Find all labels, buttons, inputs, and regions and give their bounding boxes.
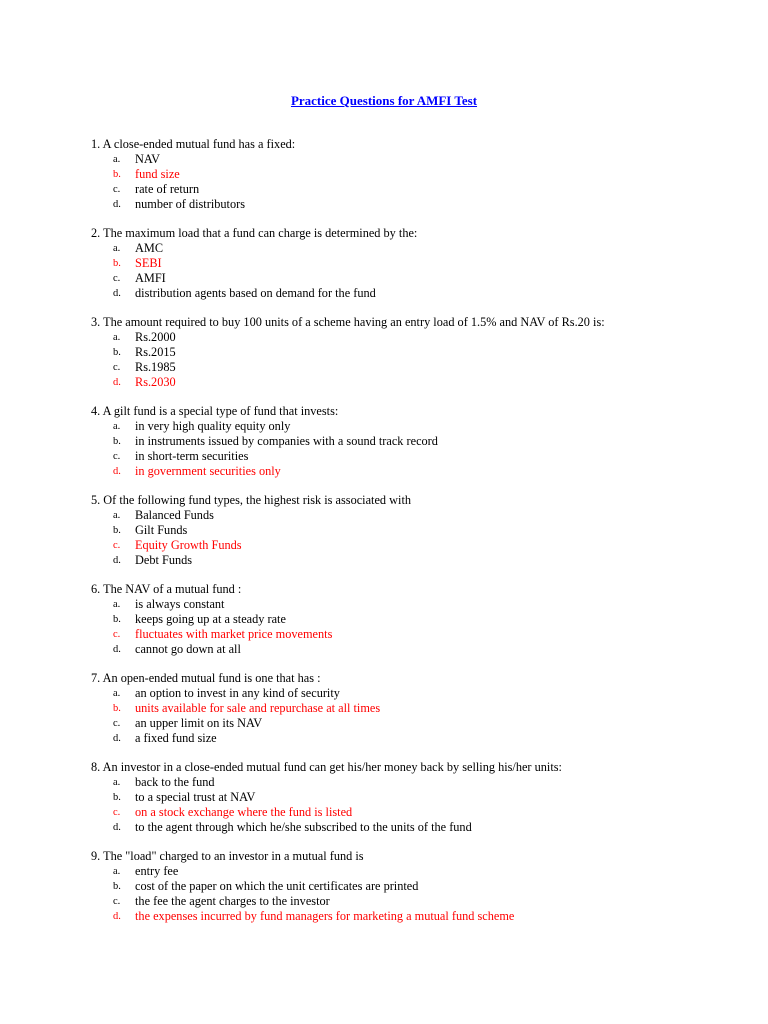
- answer-option: [91, 360, 741, 375]
- option-text: Rs.2030: [135, 375, 176, 389]
- answer-option: [91, 716, 741, 731]
- answer-option: [91, 686, 741, 701]
- option-letter: c.: [113, 807, 121, 818]
- option-letter: d.: [113, 644, 121, 655]
- answer-option: [91, 182, 741, 197]
- question-text: 1. A close-ended mutual fund has a fixed:: [91, 137, 296, 151]
- correct-answer-option: [91, 538, 741, 553]
- option-letter: b.: [113, 703, 121, 714]
- question-block: [91, 671, 741, 746]
- answer-option: [91, 642, 741, 657]
- option-letter: d.: [113, 199, 121, 210]
- question-block: [91, 226, 741, 301]
- option-letter: a.: [113, 243, 121, 254]
- option-letter: c.: [113, 273, 121, 284]
- option-letter: d.: [113, 377, 121, 388]
- option-letter: b.: [113, 614, 121, 625]
- answer-option: [91, 286, 741, 301]
- question-block: [91, 493, 741, 568]
- question-list: [91, 137, 741, 938]
- option-letter: d.: [113, 288, 121, 299]
- question-text: 9. The "load" charged to an investor in a mutual fund is: [91, 849, 364, 863]
- option-text: Rs.2015: [135, 345, 176, 359]
- answer-option: [91, 612, 741, 627]
- option-letter: b.: [113, 347, 121, 358]
- option-text: AMFI: [135, 271, 166, 285]
- option-text: on a stock exchange where the fund is listed: [135, 805, 353, 819]
- option-letter: c.: [113, 629, 121, 640]
- option-letter: c.: [113, 540, 121, 551]
- option-text: the expenses incurred by fund managers for marketing a mutual fund scheme: [135, 909, 515, 923]
- option-letter: b.: [113, 169, 121, 180]
- option-letter: d.: [113, 466, 121, 477]
- option-text: is always constant: [135, 597, 225, 611]
- answer-option: [91, 523, 741, 538]
- question-block: [91, 849, 741, 924]
- question-text: 4. A gilt fund is a special type of fund that invests:: [91, 404, 339, 418]
- question-block: [91, 582, 741, 657]
- option-letter: a.: [113, 332, 121, 343]
- option-text: in very high quality equity only: [135, 419, 291, 433]
- correct-answer-option: [91, 805, 741, 820]
- question-text: 2. The maximum load that a fund can charge is determined by the:: [91, 226, 418, 240]
- answer-option: [91, 419, 741, 434]
- option-letter: d.: [113, 555, 121, 566]
- question-block: [91, 315, 741, 390]
- question-block: [91, 760, 741, 835]
- question-text: 8. An investor in a close-ended mutual fund can get his/her money back by selling his/her units:: [91, 760, 562, 774]
- option-letter: b.: [113, 436, 121, 447]
- option-text: distribution agents based on demand for the fund: [135, 286, 376, 300]
- option-text: Equity Growth Funds: [135, 538, 242, 552]
- option-text: back to the fund: [135, 775, 215, 789]
- option-letter: b.: [113, 792, 121, 803]
- answer-option: [91, 449, 741, 464]
- answer-option: [91, 197, 741, 212]
- option-letter: a.: [113, 510, 121, 521]
- answer-option: [91, 597, 741, 612]
- option-text: the fee the agent charges to the investor: [135, 894, 330, 908]
- option-letter: d.: [113, 733, 121, 744]
- option-text: fund size: [135, 167, 180, 181]
- option-text: Debt Funds: [135, 553, 193, 567]
- option-letter: d.: [113, 911, 121, 922]
- option-letter: c.: [113, 362, 121, 373]
- correct-answer-option: [91, 167, 741, 182]
- option-text: in short-term securities: [135, 449, 249, 463]
- answer-option: [91, 731, 741, 746]
- option-text: keeps going up at a steady rate: [135, 612, 286, 626]
- correct-answer-option: [91, 627, 741, 642]
- option-text: cost of the paper on which the unit certificates are printed: [135, 879, 419, 893]
- question-text: 3. The amount required to buy 100 units of a scheme having an entry load of 1.5% and NAV of Rs.20 is:: [91, 315, 605, 329]
- question-text: 7. An open-ended mutual fund is one that has :: [91, 671, 321, 685]
- page-title: Practice Questions for AMFI Test: [290, 93, 478, 108]
- option-letter: a.: [113, 421, 121, 432]
- option-text: to a special trust at NAV: [135, 790, 256, 804]
- option-letter: b.: [113, 258, 121, 269]
- option-letter: d.: [113, 822, 121, 833]
- option-text: a fixed fund size: [135, 731, 217, 745]
- answer-option: [91, 894, 741, 909]
- answer-option: [91, 345, 741, 360]
- option-text: an option to invest in any kind of security: [135, 686, 340, 700]
- option-letter: c.: [113, 184, 121, 195]
- option-letter: c.: [113, 896, 121, 907]
- answer-option: [91, 790, 741, 805]
- question-text: 6. The NAV of a mutual fund :: [91, 582, 242, 596]
- option-text: Rs.1985: [135, 360, 176, 374]
- option-text: fluctuates with market price movements: [135, 627, 333, 641]
- answer-option: [91, 775, 741, 790]
- option-letter: c.: [113, 718, 121, 729]
- option-text: rate of return: [135, 182, 200, 196]
- correct-answer-option: [91, 464, 741, 479]
- correct-answer-option: [91, 701, 741, 716]
- correct-answer-option: [91, 256, 741, 271]
- option-letter: b.: [113, 881, 121, 892]
- correct-answer-option: [91, 909, 741, 924]
- answer-option: [91, 330, 741, 345]
- answer-option: [91, 879, 741, 894]
- option-text: units available for sale and repurchase at all times: [135, 701, 381, 715]
- answer-option: [91, 271, 741, 286]
- answer-option: [91, 434, 741, 449]
- option-letter: a.: [113, 599, 121, 610]
- option-text: in government securities only: [135, 464, 281, 478]
- option-letter: b.: [113, 525, 121, 536]
- option-letter: c.: [113, 451, 121, 462]
- option-text: SEBI: [135, 256, 162, 270]
- answer-option: [91, 241, 741, 256]
- option-text: entry fee: [135, 864, 179, 878]
- option-text: Rs.2000: [135, 330, 176, 344]
- option-text: an upper limit on its NAV: [135, 716, 263, 730]
- answer-option: [91, 864, 741, 879]
- option-letter: a.: [113, 154, 121, 165]
- option-text: Gilt Funds: [135, 523, 188, 537]
- option-text: NAV: [135, 152, 161, 166]
- option-text: to the agent through which he/she subscribed to the units of the fund: [135, 820, 472, 834]
- answer-option: [91, 820, 741, 835]
- option-text: number of distributors: [135, 197, 245, 211]
- option-text: AMC: [135, 241, 164, 255]
- question-block: [91, 404, 741, 479]
- option-letter: a.: [113, 866, 121, 877]
- option-text: Balanced Funds: [135, 508, 214, 522]
- option-letter: a.: [113, 688, 121, 699]
- answer-option: [91, 508, 741, 523]
- option-letter: a.: [113, 777, 121, 788]
- answer-option: [91, 553, 741, 568]
- question-text: 5. Of the following fund types, the highest risk is associated with: [91, 493, 412, 507]
- option-text: cannot go down at all: [135, 642, 241, 656]
- question-block: [91, 137, 741, 212]
- answer-option: [91, 152, 741, 167]
- option-text: in instruments issued by companies with a sound track record: [135, 434, 438, 448]
- correct-answer-option: [91, 375, 741, 390]
